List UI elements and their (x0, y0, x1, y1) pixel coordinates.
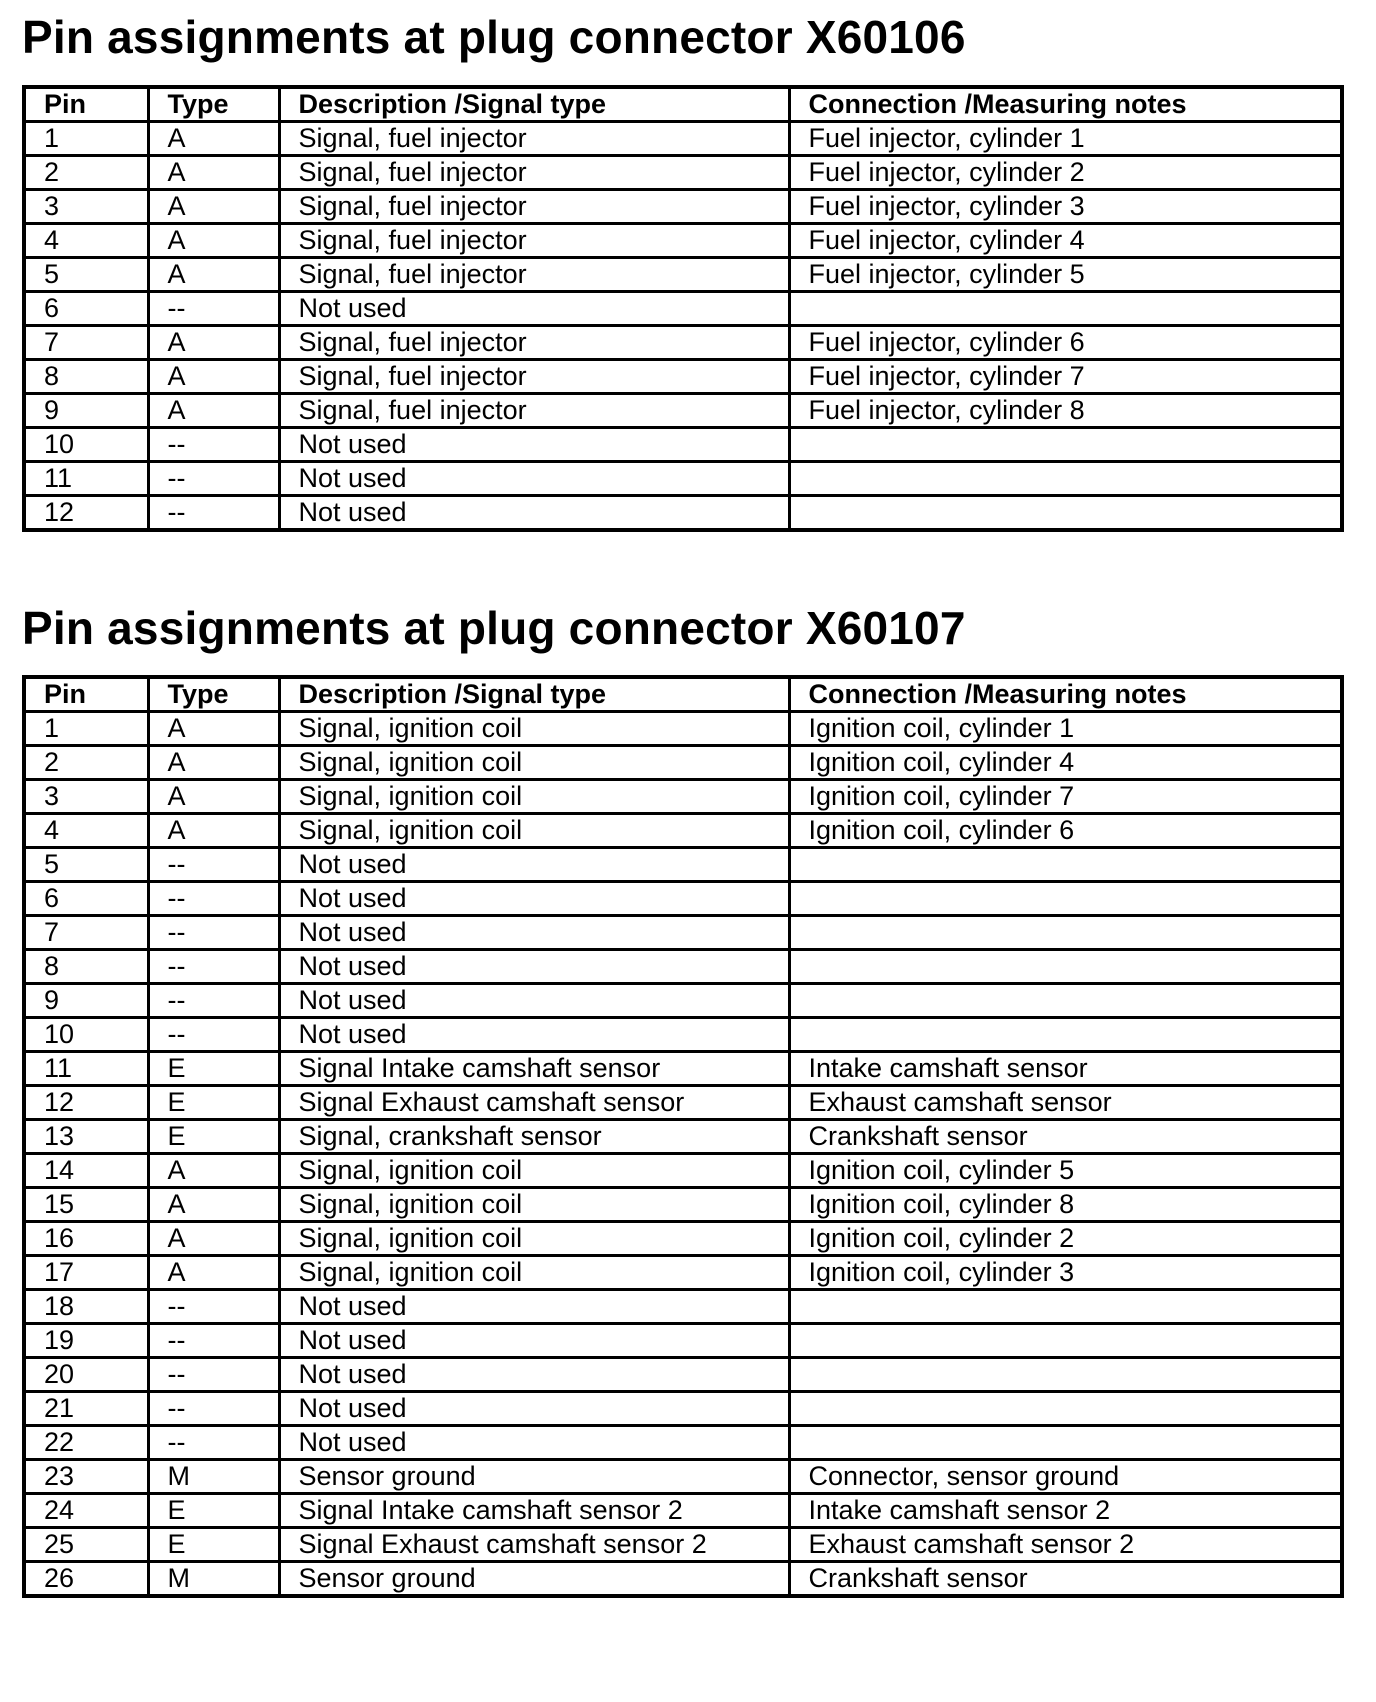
cell-description: Signal Exhaust camshaft sensor (279, 1086, 789, 1120)
cell-description: Not used (279, 428, 789, 462)
cell-notes: Ignition coil, cylinder 1 (789, 712, 1342, 746)
table-row (24, 1222, 1342, 1256)
header-pin: Pin (24, 677, 148, 712)
cell-notes: Crankshaft sensor (789, 1120, 1342, 1154)
cell-type: -- (148, 1324, 279, 1358)
cell-description: Sensor ground (279, 1562, 789, 1597)
table-row (24, 814, 1342, 848)
cell-type: A (148, 1154, 279, 1188)
table-row (24, 1188, 1342, 1222)
cell-type: -- (148, 916, 279, 950)
cell-type: A (148, 394, 279, 428)
cell-description: Not used (279, 1392, 789, 1426)
cell-notes (789, 462, 1342, 496)
cell-pin: 9 (24, 984, 148, 1018)
cell-notes: Intake camshaft sensor (789, 1052, 1342, 1086)
cell-notes (789, 950, 1342, 984)
cell-type: A (148, 122, 279, 156)
table-header-row (24, 87, 1342, 122)
table-row (24, 1460, 1342, 1494)
table-row (24, 326, 1342, 360)
cell-type: A (148, 156, 279, 190)
table-row (24, 1086, 1342, 1120)
cell-pin: 15 (24, 1188, 148, 1222)
cell-description: Signal, ignition coil (279, 1154, 789, 1188)
cell-description: Not used (279, 1358, 789, 1392)
cell-notes: Fuel injector, cylinder 2 (789, 156, 1342, 190)
cell-pin: 5 (24, 258, 148, 292)
cell-description: Signal, fuel injector (279, 360, 789, 394)
cell-notes (789, 984, 1342, 1018)
cell-description: Signal, fuel injector (279, 190, 789, 224)
cell-description: Not used (279, 1018, 789, 1052)
cell-type: A (148, 360, 279, 394)
table-row (24, 394, 1342, 428)
cell-notes: Ignition coil, cylinder 7 (789, 780, 1342, 814)
table-row (24, 1018, 1342, 1052)
cell-pin: 13 (24, 1120, 148, 1154)
cell-type: -- (148, 1392, 279, 1426)
table-row (24, 1052, 1342, 1086)
cell-description: Signal, ignition coil (279, 746, 789, 780)
cell-notes (789, 1290, 1342, 1324)
cell-description: Signal, ignition coil (279, 712, 789, 746)
cell-description: Not used (279, 984, 789, 1018)
cell-pin: 22 (24, 1426, 148, 1460)
cell-pin: 10 (24, 1018, 148, 1052)
header-type: Type (148, 677, 279, 712)
cell-type: -- (148, 1358, 279, 1392)
cell-description: Signal, fuel injector (279, 156, 789, 190)
cell-type: A (148, 814, 279, 848)
cell-description: Signal, fuel injector (279, 394, 789, 428)
header-notes: Connection /Measuring notes (789, 87, 1342, 122)
cell-pin: 7 (24, 916, 148, 950)
cell-pin: 11 (24, 462, 148, 496)
cell-type: E (148, 1086, 279, 1120)
table-row (24, 1154, 1342, 1188)
cell-type: A (148, 1188, 279, 1222)
cell-type: A (148, 1222, 279, 1256)
cell-description: Signal, fuel injector (279, 326, 789, 360)
cell-notes (789, 292, 1342, 326)
cell-pin: 5 (24, 848, 148, 882)
cell-notes (789, 882, 1342, 916)
cell-type: E (148, 1052, 279, 1086)
cell-notes: Ignition coil, cylinder 4 (789, 746, 1342, 780)
table-row (24, 1562, 1342, 1597)
cell-notes: Intake camshaft sensor 2 (789, 1494, 1342, 1528)
cell-description: Not used (279, 292, 789, 326)
table-row (24, 496, 1342, 531)
cell-type: -- (148, 462, 279, 496)
cell-type: M (148, 1460, 279, 1494)
cell-pin: 1 (24, 122, 148, 156)
cell-pin: 8 (24, 360, 148, 394)
table-row (24, 224, 1342, 258)
header-type: Type (148, 87, 279, 122)
cell-type: E (148, 1120, 279, 1154)
cell-description: Not used (279, 882, 789, 916)
cell-pin: 3 (24, 190, 148, 224)
header-notes: Connection /Measuring notes (789, 677, 1342, 712)
cell-type: -- (148, 984, 279, 1018)
cell-type: -- (148, 292, 279, 326)
section-title-x60106: Pin assignments at plug connector X60106 (22, 11, 966, 63)
cell-description: Not used (279, 1324, 789, 1358)
table-row (24, 156, 1342, 190)
cell-type: A (148, 224, 279, 258)
table-row (24, 848, 1342, 882)
cell-notes: Ignition coil, cylinder 6 (789, 814, 1342, 848)
cell-type: A (148, 712, 279, 746)
cell-notes: Fuel injector, cylinder 5 (789, 258, 1342, 292)
cell-description: Not used (279, 848, 789, 882)
cell-pin: 11 (24, 1052, 148, 1086)
cell-description: Not used (279, 916, 789, 950)
cell-type: -- (148, 848, 279, 882)
cell-notes (789, 1358, 1342, 1392)
cell-pin: 7 (24, 326, 148, 360)
cell-pin: 3 (24, 780, 148, 814)
table-row (24, 1528, 1342, 1562)
cell-pin: 20 (24, 1358, 148, 1392)
cell-type: E (148, 1528, 279, 1562)
pin-table-x60106 (22, 85, 1344, 532)
cell-notes: Fuel injector, cylinder 7 (789, 360, 1342, 394)
table-row (24, 1358, 1342, 1392)
cell-pin: 21 (24, 1392, 148, 1426)
cell-description: Signal, ignition coil (279, 1256, 789, 1290)
cell-type: A (148, 1256, 279, 1290)
table-row (24, 882, 1342, 916)
cell-notes (789, 1392, 1342, 1426)
cell-description: Signal, fuel injector (279, 224, 789, 258)
header-description: Description /Signal type (279, 87, 789, 122)
cell-pin: 12 (24, 496, 148, 531)
table-row (24, 780, 1342, 814)
table-row (24, 1392, 1342, 1426)
cell-description: Signal, ignition coil (279, 814, 789, 848)
cell-notes: Ignition coil, cylinder 5 (789, 1154, 1342, 1188)
cell-type: E (148, 1494, 279, 1528)
cell-type: A (148, 190, 279, 224)
cell-type: -- (148, 1426, 279, 1460)
cell-notes (789, 916, 1342, 950)
cell-pin: 18 (24, 1290, 148, 1324)
cell-notes: Crankshaft sensor (789, 1562, 1342, 1597)
cell-notes (789, 1426, 1342, 1460)
cell-notes: Fuel injector, cylinder 6 (789, 326, 1342, 360)
cell-pin: 4 (24, 224, 148, 258)
table-row (24, 1290, 1342, 1324)
table-row (24, 1324, 1342, 1358)
cell-notes: Ignition coil, cylinder 3 (789, 1256, 1342, 1290)
cell-description: Not used (279, 462, 789, 496)
table-row (24, 1256, 1342, 1290)
table-row (24, 292, 1342, 326)
cell-pin: 23 (24, 1460, 148, 1494)
cell-description: Signal Intake camshaft sensor 2 (279, 1494, 789, 1528)
cell-type: M (148, 1562, 279, 1597)
cell-description: Signal, ignition coil (279, 1222, 789, 1256)
cell-type: -- (148, 1290, 279, 1324)
cell-description: Not used (279, 950, 789, 984)
table-row (24, 984, 1342, 1018)
table-row (24, 1426, 1342, 1460)
cell-pin: 19 (24, 1324, 148, 1358)
cell-description: Not used (279, 496, 789, 531)
cell-description: Not used (279, 1426, 789, 1460)
cell-notes: Fuel injector, cylinder 1 (789, 122, 1342, 156)
cell-pin: 2 (24, 156, 148, 190)
cell-description: Signal, ignition coil (279, 780, 789, 814)
cell-type: A (148, 258, 279, 292)
cell-notes: Fuel injector, cylinder 8 (789, 394, 1342, 428)
cell-pin: 6 (24, 882, 148, 916)
cell-description: Not used (279, 1290, 789, 1324)
cell-type: A (148, 746, 279, 780)
cell-notes (789, 848, 1342, 882)
cell-pin: 24 (24, 1494, 148, 1528)
table-row (24, 712, 1342, 746)
cell-notes (789, 496, 1342, 531)
cell-pin: 4 (24, 814, 148, 848)
cell-type: -- (148, 428, 279, 462)
cell-pin: 10 (24, 428, 148, 462)
cell-pin: 16 (24, 1222, 148, 1256)
table-row (24, 122, 1342, 156)
table-header-row (24, 677, 1342, 712)
table-row (24, 1120, 1342, 1154)
cell-description: Signal, ignition coil (279, 1188, 789, 1222)
cell-pin: 6 (24, 292, 148, 326)
cell-description: Signal Exhaust camshaft sensor 2 (279, 1528, 789, 1562)
cell-notes: Fuel injector, cylinder 3 (789, 190, 1342, 224)
table-row (24, 360, 1342, 394)
table-row (24, 1494, 1342, 1528)
header-description: Description /Signal type (279, 677, 789, 712)
table-row (24, 190, 1342, 224)
cell-description: Signal, crankshaft sensor (279, 1120, 789, 1154)
cell-pin: 2 (24, 746, 148, 780)
table-row (24, 916, 1342, 950)
cell-type: -- (148, 1018, 279, 1052)
cell-notes (789, 1324, 1342, 1358)
cell-notes: Fuel injector, cylinder 4 (789, 224, 1342, 258)
table-row (24, 258, 1342, 292)
cell-notes (789, 1018, 1342, 1052)
table-row (24, 950, 1342, 984)
cell-pin: 14 (24, 1154, 148, 1188)
cell-pin: 26 (24, 1562, 148, 1597)
cell-pin: 1 (24, 712, 148, 746)
cell-type: -- (148, 950, 279, 984)
table-row (24, 462, 1342, 496)
pin-table-x60107 (22, 675, 1344, 1598)
cell-notes: Exhaust camshaft sensor 2 (789, 1528, 1342, 1562)
header-pin: Pin (24, 87, 148, 122)
cell-notes: Exhaust camshaft sensor (789, 1086, 1342, 1120)
cell-description: Signal, fuel injector (279, 258, 789, 292)
cell-notes: Connector, sensor ground (789, 1460, 1342, 1494)
cell-description: Signal, fuel injector (279, 122, 789, 156)
cell-pin: 17 (24, 1256, 148, 1290)
cell-type: A (148, 780, 279, 814)
cell-pin: 25 (24, 1528, 148, 1562)
cell-notes (789, 428, 1342, 462)
cell-notes: Ignition coil, cylinder 2 (789, 1222, 1342, 1256)
cell-pin: 12 (24, 1086, 148, 1120)
cell-type: -- (148, 882, 279, 916)
cell-pin: 9 (24, 394, 148, 428)
cell-description: Sensor ground (279, 1460, 789, 1494)
table-row (24, 746, 1342, 780)
cell-notes: Ignition coil, cylinder 8 (789, 1188, 1342, 1222)
cell-pin: 8 (24, 950, 148, 984)
table-row (24, 428, 1342, 462)
section-title-x60107: Pin assignments at plug connector X60107 (22, 602, 966, 654)
cell-type: A (148, 326, 279, 360)
cell-type: -- (148, 496, 279, 531)
cell-description: Signal Intake camshaft sensor (279, 1052, 789, 1086)
